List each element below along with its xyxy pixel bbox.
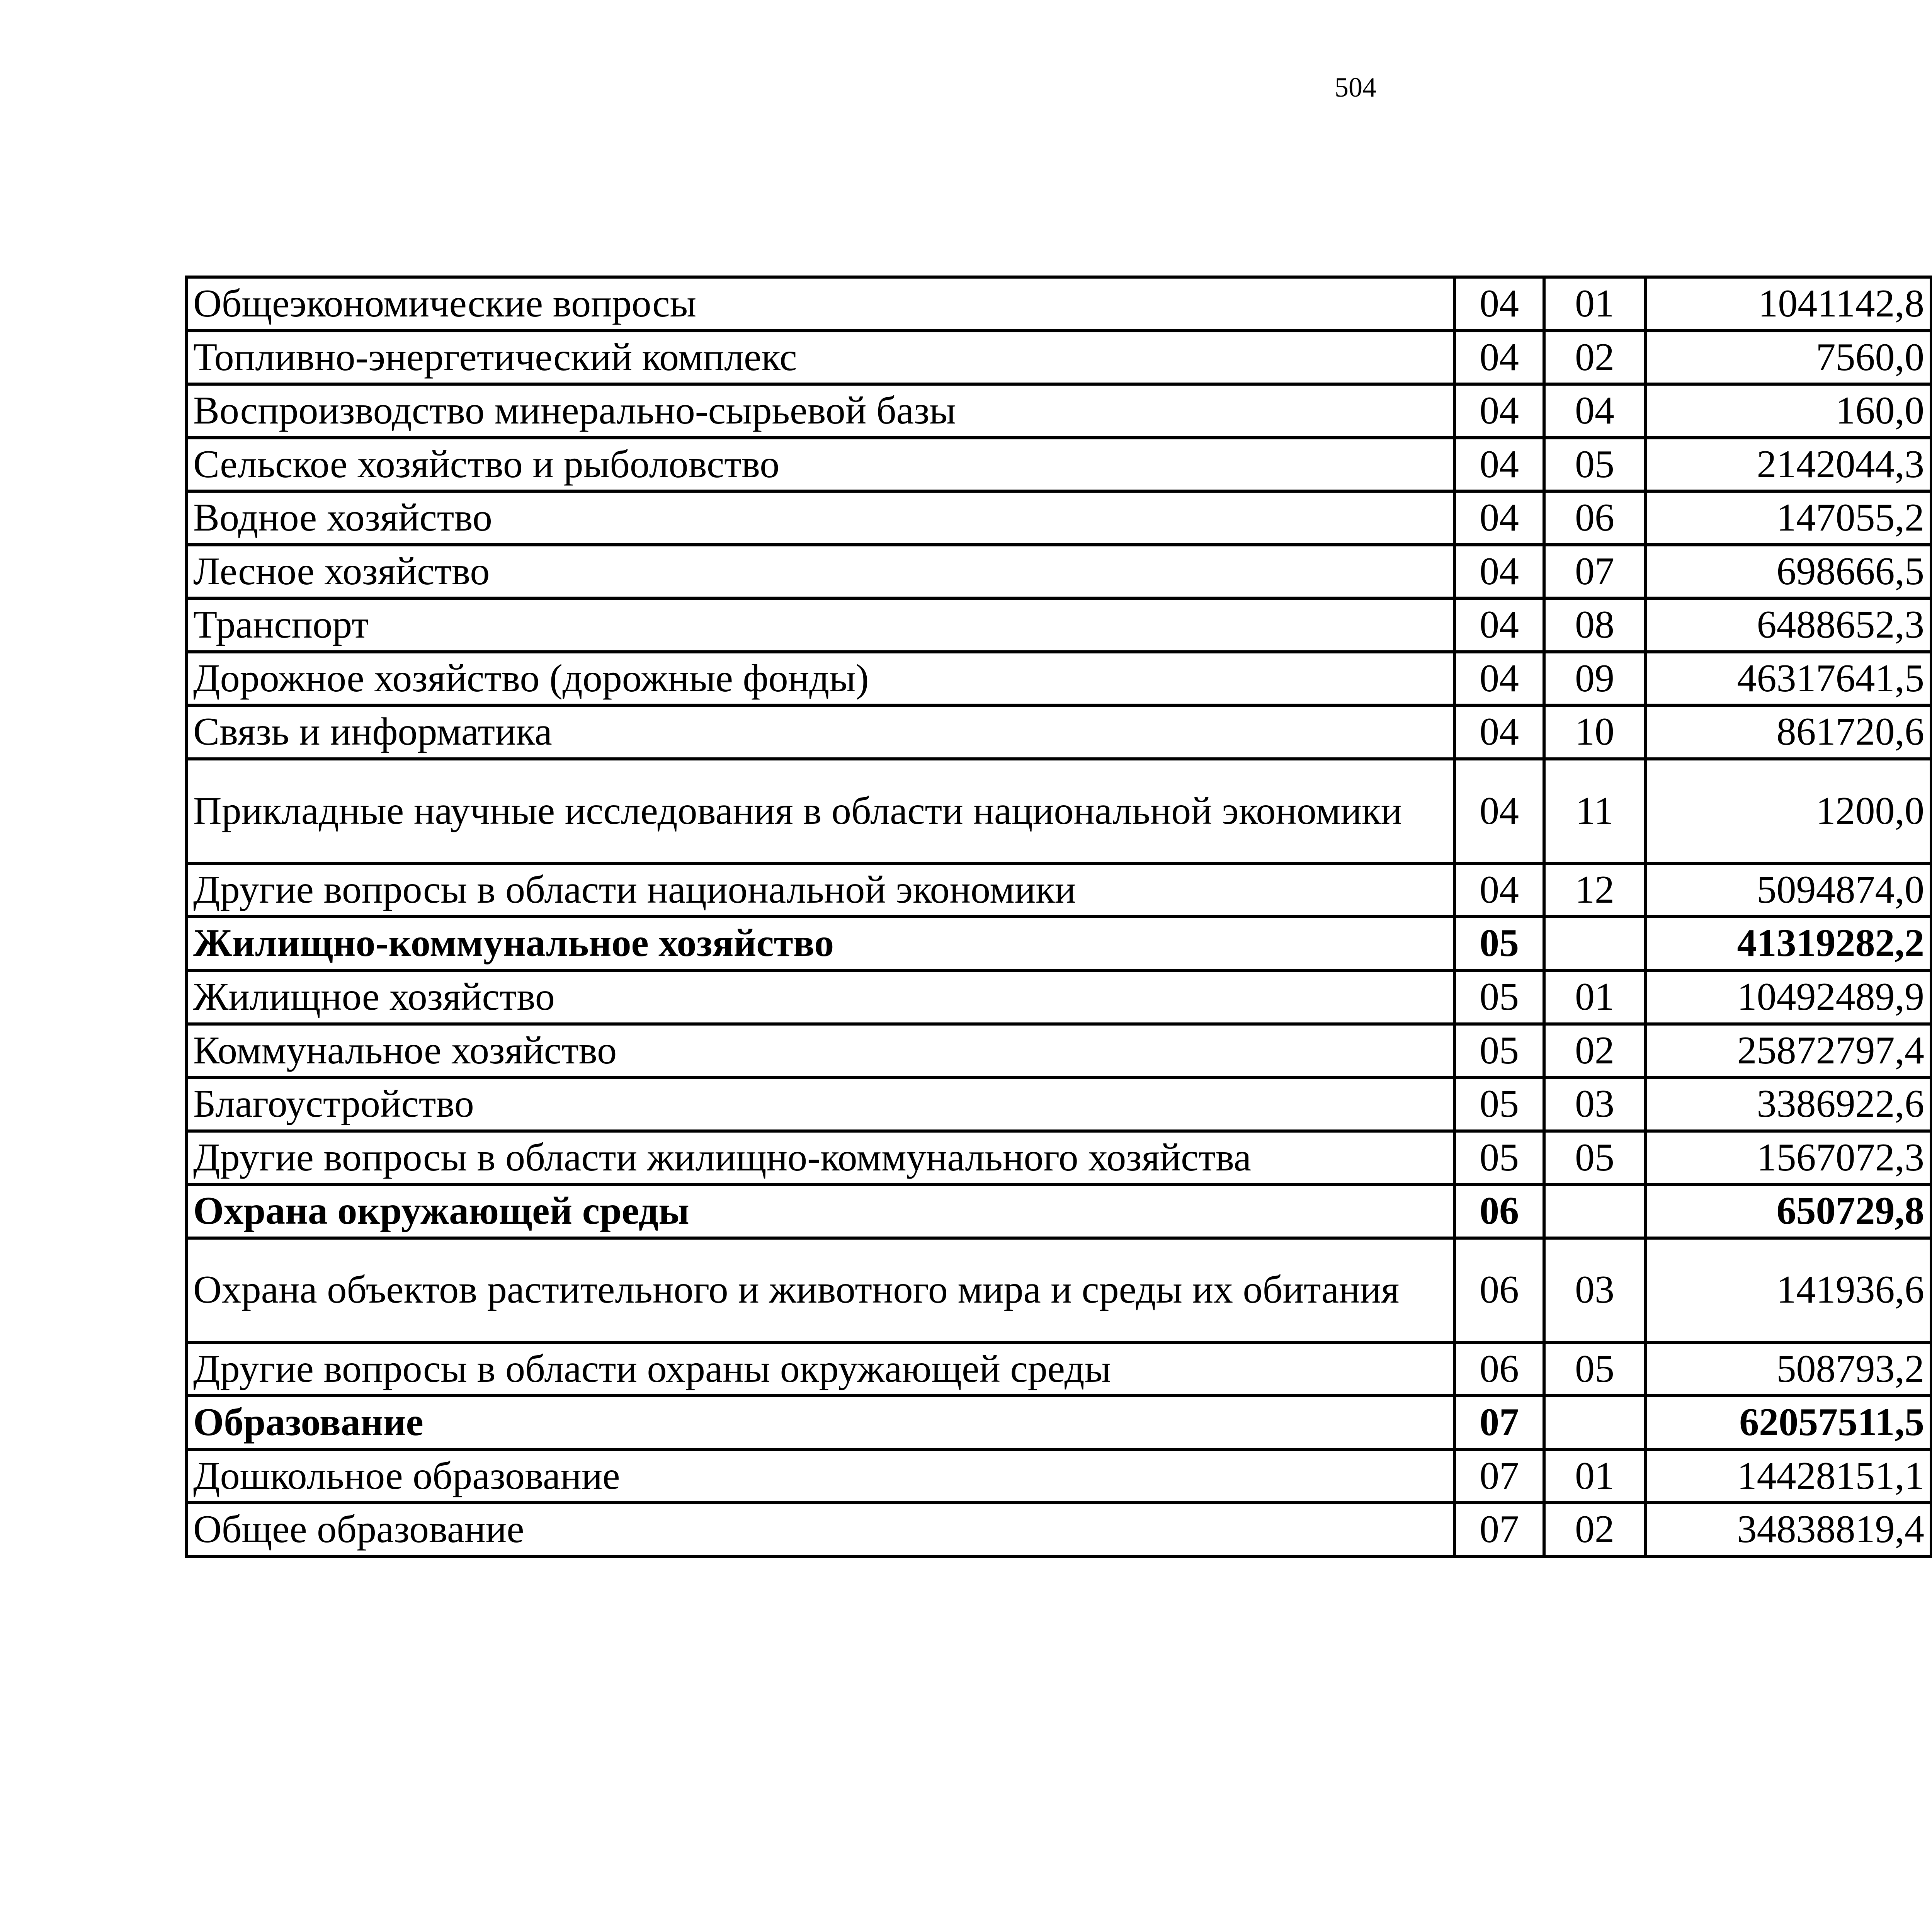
subsection-code: 05 <box>1544 1342 1645 1396</box>
row-name: Дорожное хозяйство (дорожные фонды) <box>186 652 1454 706</box>
row-name: Другие вопросы в области жилищно-коммунального хозяйства <box>186 1131 1454 1185</box>
subsection-code: 09 <box>1544 652 1645 706</box>
section-code: 04 <box>1454 384 1544 438</box>
amount-col-1: 1567072,3 <box>1645 1131 1931 1185</box>
table-row <box>186 331 1932 384</box>
amount-col-1: 698666,5 <box>1645 545 1931 599</box>
table-row <box>186 652 1932 706</box>
amount-col-1: 141936,6 <box>1645 1238 1931 1342</box>
page-number: 504 <box>1335 72 1376 103</box>
amount-col-1: 3386922,6 <box>1645 1077 1931 1131</box>
table-row <box>186 1077 1932 1131</box>
subsection-code <box>1544 1396 1645 1449</box>
subsection-code: 04 <box>1544 384 1645 438</box>
row-name: Водное хозяйство <box>186 491 1454 545</box>
section-total-row <box>186 1396 1932 1449</box>
table-row <box>186 545 1932 599</box>
row-name: Другие вопросы в области охраны окружающей среды <box>186 1342 1454 1396</box>
subsection-code: 05 <box>1544 1131 1645 1185</box>
row-name: Дошкольное образование <box>186 1449 1454 1503</box>
section-total-row <box>186 1184 1932 1238</box>
subsection-code: 02 <box>1544 331 1645 384</box>
section-code: 04 <box>1454 598 1544 652</box>
section-total-row <box>186 917 1932 970</box>
subsection-code: 01 <box>1544 277 1645 331</box>
table-row <box>186 1131 1932 1185</box>
row-name: Другие вопросы в области национальной экономики <box>186 863 1454 917</box>
section-code: 04 <box>1454 491 1544 545</box>
table-row <box>186 863 1932 917</box>
amount-col-1: 1041142,8 <box>1645 277 1931 331</box>
row-name: Коммунальное хозяйство <box>186 1024 1454 1078</box>
section-code: 04 <box>1454 277 1544 331</box>
section-code: 07 <box>1454 1503 1544 1556</box>
row-name: Сельское хозяйство и рыболовство <box>186 438 1454 492</box>
row-name: Прикладные научные исследования в области национальной экономики <box>186 759 1454 863</box>
subsection-code: 07 <box>1544 545 1645 599</box>
subsection-code: 02 <box>1544 1024 1645 1078</box>
table-row <box>186 970 1932 1024</box>
row-name: Общеэкономические вопросы <box>186 277 1454 331</box>
section-code: 04 <box>1454 759 1544 863</box>
amount-col-1: 650729,8 <box>1645 1184 1931 1238</box>
section-code: 04 <box>1454 863 1544 917</box>
table-row <box>186 438 1932 492</box>
amount-col-1: 6488652,3 <box>1645 598 1931 652</box>
subsection-code: 02 <box>1544 1503 1645 1556</box>
amount-col-1: 62057511,5 <box>1645 1396 1931 1449</box>
row-name: Охрана окружающей среды <box>186 1184 1454 1238</box>
subsection-code: 12 <box>1544 863 1645 917</box>
section-code: 06 <box>1454 1184 1544 1238</box>
subsection-code: 06 <box>1544 491 1645 545</box>
section-code: 04 <box>1454 331 1544 384</box>
row-name: Связь и информатика <box>186 705 1454 759</box>
row-name: Лесное хозяйство <box>186 545 1454 599</box>
subsection-code <box>1544 1184 1645 1238</box>
section-code: 04 <box>1454 438 1544 492</box>
budget-table-body <box>186 277 1932 1556</box>
subsection-code: 11 <box>1544 759 1645 863</box>
row-name: Образование <box>186 1396 1454 1449</box>
row-name: Транспорт <box>186 598 1454 652</box>
amount-col-1: 147055,2 <box>1645 491 1931 545</box>
section-code: 07 <box>1454 1449 1544 1503</box>
amount-col-1: 7560,0 <box>1645 331 1931 384</box>
amount-col-1: 508793,2 <box>1645 1342 1931 1396</box>
amount-col-1: 25872797,4 <box>1645 1024 1931 1078</box>
subsection-code: 01 <box>1544 1449 1645 1503</box>
table-row <box>186 705 1932 759</box>
amount-col-1: 14428151,1 <box>1645 1449 1931 1503</box>
amount-col-1: 34838819,4 <box>1645 1503 1931 1556</box>
table-row <box>186 598 1932 652</box>
table-row <box>186 1342 1932 1396</box>
row-name: Жилищно-коммунальное хозяйство <box>186 917 1454 970</box>
table-row <box>186 491 1932 545</box>
table-row <box>186 1503 1932 1556</box>
section-code: 04 <box>1454 545 1544 599</box>
table-row <box>186 759 1932 863</box>
section-code: 06 <box>1454 1238 1544 1342</box>
table-row <box>186 1024 1932 1078</box>
subsection-code <box>1544 917 1645 970</box>
subsection-code: 05 <box>1544 438 1645 492</box>
row-name: Общее образование <box>186 1503 1454 1556</box>
table-row <box>186 384 1932 438</box>
budget-table <box>185 276 1932 1558</box>
subsection-code: 08 <box>1544 598 1645 652</box>
section-code: 06 <box>1454 1342 1544 1396</box>
subsection-code: 01 <box>1544 970 1645 1024</box>
section-code: 05 <box>1454 970 1544 1024</box>
amount-col-1: 46317641,5 <box>1645 652 1931 706</box>
row-name: Охрана объектов растительного и животного мира и среды их обитания <box>186 1238 1454 1342</box>
amount-col-1: 5094874,0 <box>1645 863 1931 917</box>
table-row <box>186 1238 1932 1342</box>
row-name: Воспроизводство минерально-сырьевой базы <box>186 384 1454 438</box>
subsection-code: 10 <box>1544 705 1645 759</box>
row-name: Топливно-энергетический комплекс <box>186 331 1454 384</box>
subsection-code: 03 <box>1544 1238 1645 1342</box>
section-code: 04 <box>1454 705 1544 759</box>
section-code: 05 <box>1454 1024 1544 1078</box>
row-name: Благоустройство <box>186 1077 1454 1131</box>
amount-col-1: 861720,6 <box>1645 705 1931 759</box>
table-row <box>186 1449 1932 1503</box>
row-name: Жилищное хозяйство <box>186 970 1454 1024</box>
amount-col-1: 1200,0 <box>1645 759 1931 863</box>
section-code: 07 <box>1454 1396 1544 1449</box>
table-row <box>186 277 1932 331</box>
section-code: 05 <box>1454 1077 1544 1131</box>
amount-col-1: 160,0 <box>1645 384 1931 438</box>
subsection-code: 03 <box>1544 1077 1645 1131</box>
section-code: 05 <box>1454 1131 1544 1185</box>
amount-col-1: 2142044,3 <box>1645 438 1931 492</box>
section-code: 05 <box>1454 917 1544 970</box>
amount-col-1: 41319282,2 <box>1645 917 1931 970</box>
section-code: 04 <box>1454 652 1544 706</box>
amount-col-1: 10492489,9 <box>1645 970 1931 1024</box>
